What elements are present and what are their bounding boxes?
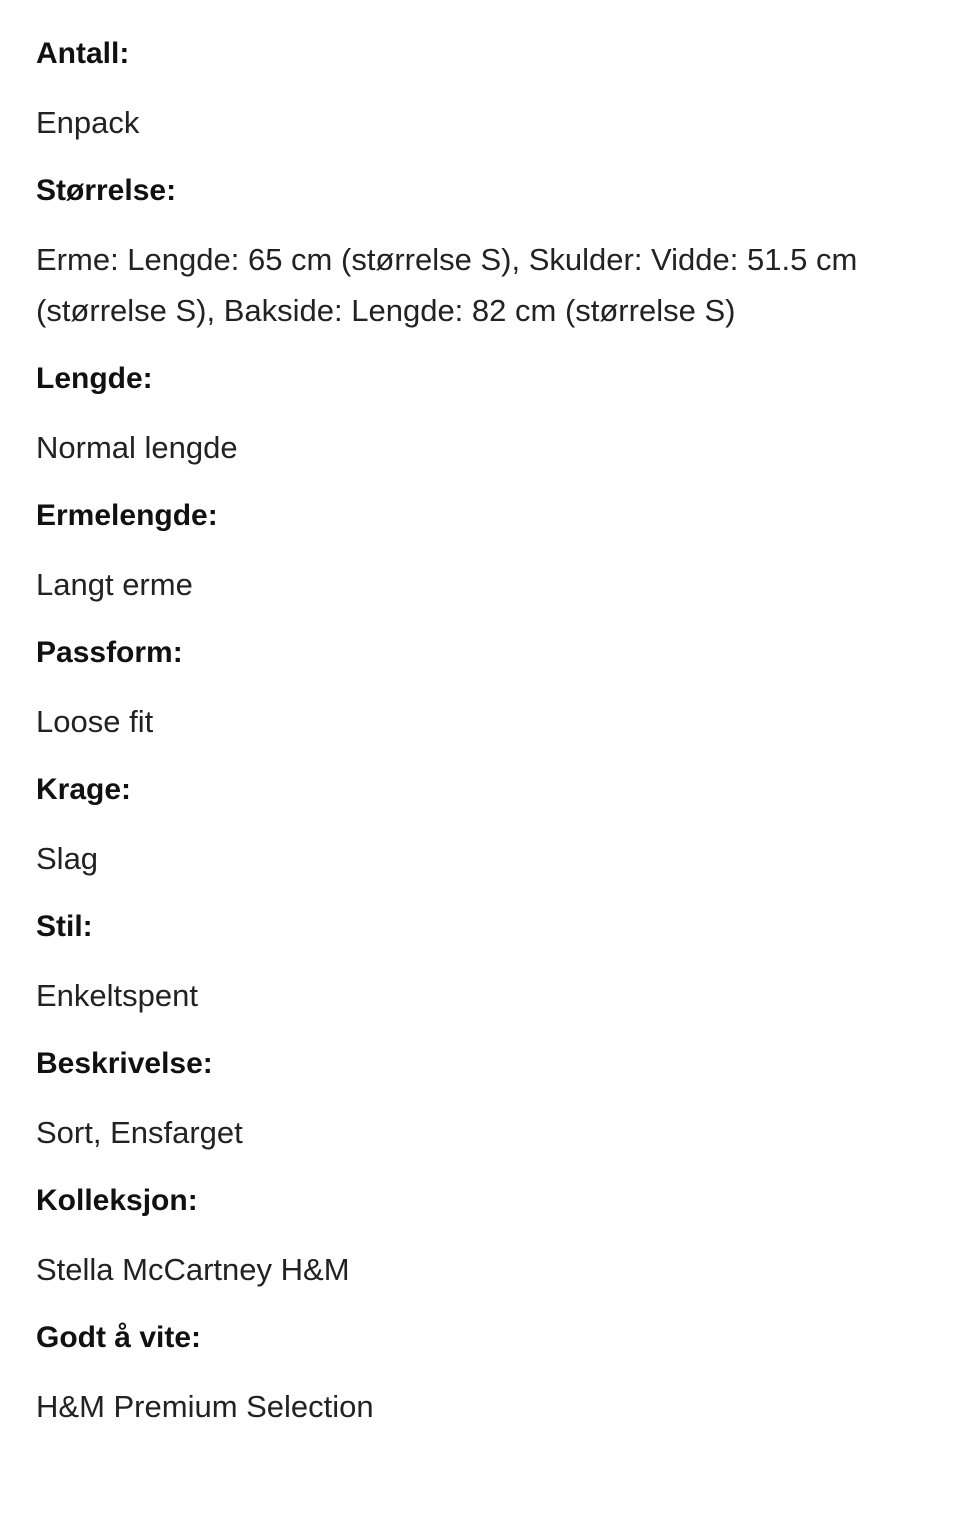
detail-value: Stella McCartney H&M: [36, 1252, 350, 1287]
detail-value: Langt erme: [36, 567, 193, 602]
detail-value: Slag: [36, 841, 99, 876]
detail-row-style: [36, 909, 924, 1021]
detail-value: Enkeltspent: [36, 978, 198, 1013]
detail-value: Erme: Lengde: 65 cm (størrelse S), Skulder: Vidde: 51.5 cm (størrelse S), Bakside: Lengde: 82 cm (størrelse S): [36, 242, 858, 328]
detail-row-fit: [36, 635, 924, 747]
detail-value: Sort, Ensfarget: [36, 1115, 243, 1150]
detail-label: Passform:: [36, 636, 183, 669]
detail-value: Normal lengde: [36, 430, 238, 465]
detail-label: Godt å vite:: [36, 1321, 202, 1354]
detail-value: Enpack: [36, 105, 140, 140]
detail-row-collection: [36, 1183, 924, 1295]
detail-row-sleeve-length: [36, 498, 924, 610]
detail-label: Kolleksjon:: [36, 1184, 198, 1217]
detail-label: Lengde:: [36, 362, 153, 395]
detail-row-length: [36, 361, 924, 473]
detail-label: Krage:: [36, 773, 132, 806]
detail-row-quantity: [36, 36, 924, 148]
detail-label: Antall:: [36, 37, 130, 70]
detail-label: Størrelse:: [36, 174, 177, 207]
detail-label: Stil:: [36, 910, 93, 943]
detail-row-collar: [36, 772, 924, 884]
detail-value: H&M Premium Selection: [36, 1389, 374, 1424]
detail-row-good-to-know: [36, 1320, 924, 1432]
detail-label: Ermelengde:: [36, 499, 218, 532]
detail-row-description: [36, 1046, 924, 1158]
detail-value: Loose fit: [36, 704, 154, 739]
detail-label: Beskrivelse:: [36, 1047, 213, 1080]
detail-row-size: [36, 173, 924, 336]
